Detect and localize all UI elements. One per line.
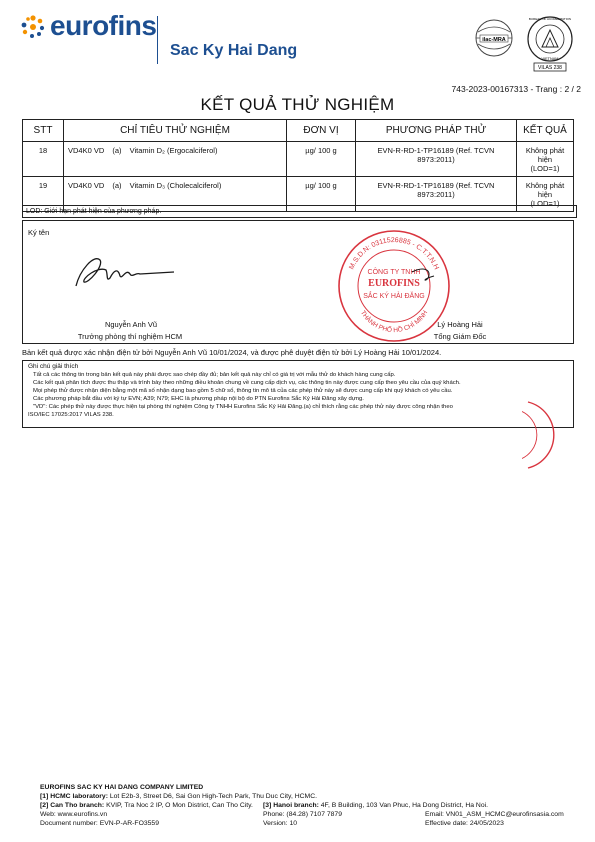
stamp-registration: M.S.D.N: 0311526885 - C.T.T.N.H: [348, 236, 440, 271]
subsidiary-name: Sac Ky Hai Dang: [170, 42, 298, 59]
result-value: Không phát hiện: [525, 146, 565, 164]
boa-accreditation-seal: [521, 14, 579, 72]
method-line-1: EVN-R-RD-1-TP16189 (Ref. TCVN: [377, 181, 495, 190]
row-unit: µg/ 100 g: [287, 142, 356, 177]
row-result: [517, 142, 574, 177]
header-unit: ĐƠN VỊ: [287, 120, 356, 142]
ilac-mra-logo: [468, 18, 520, 58]
results-table: [22, 119, 574, 212]
stamp-line-3: SẮC KÝ HẢI ĐĂNG: [363, 293, 425, 300]
signer-1-name: Nguyễn Anh Vũ: [104, 320, 158, 329]
note-line: Các kết quả phân tích được thu thập và trình bày theo những điều khoản chung về cung cấp dịch vụ, các thông tin này được cung cấp theo yêu cầu của quý khách.: [33, 380, 461, 386]
footer-hcmc-lab: [1] HCMC laboratory: Lot E2b-3, Street D6, Sai Gon High-Tech Park, Thu Duc City, HCMC.: [40, 793, 318, 800]
footer-version: Version: 10: [263, 820, 298, 827]
table-header-row: [23, 120, 574, 142]
document-reference: 743-2023-00167313 - Trang : 2 / 2: [451, 84, 581, 94]
header-divider: [157, 16, 158, 64]
notes-title: Ghi chú giải thích: [28, 363, 79, 370]
footer-company: EUROFINS SAC KY HAI DANG COMPANY LIMITED: [40, 784, 204, 791]
table-row: [23, 142, 574, 177]
result-lod: (LOD=1): [530, 199, 560, 208]
note-line: Các phương pháp bắt đầu với ký tự EVN; A39; N79; EHC là phương pháp nội bộ do PTN Eurofins Sắc Ký Hải Đăng xây dựng.: [33, 396, 364, 402]
signature-label: Ký tên: [28, 228, 50, 237]
lod-note: LOD: Giới hạn phát hiện của phương pháp.: [22, 205, 577, 218]
row-stt: 19: [23, 177, 64, 212]
signer-2-title: Tổng Giám Đốc: [433, 332, 487, 341]
footer-document-number: Document number: EVN-P-AR-FO3559: [40, 820, 159, 827]
footer-email[interactable]: Email: VN01_ASM_HCMC@eurofinsasia.com: [425, 811, 564, 818]
stamp-line-1: CÔNG TY TNHH: [367, 269, 421, 276]
signature-nguyen-anh-vu: [70, 250, 180, 292]
svg-text:ilac-MRA: ilac-MRA: [482, 37, 506, 43]
footer-effective-date: Effective date: 24/05/2023: [425, 820, 504, 827]
stamp-line-4: THÀNH PHỐ HỒ CHÍ MINH: [358, 309, 430, 335]
test-code: VD4K0 VD: [68, 146, 105, 155]
row-method: [356, 142, 517, 177]
header-indicator: CHỈ TIÊU THỬ NGHIỆM: [64, 120, 287, 142]
partial-stamp-edge: [522, 400, 562, 470]
eurofins-logo-dots: [20, 14, 46, 40]
indicator-name: Vitamin D₂ (Ergocalciferol): [129, 146, 218, 155]
note-line: Tất cả các thông tin trong bản kết quả này phải được sao chép đầy đủ; bản kết quả này chỉ có giá trị với mẫu thử do khách hàng cung cấp.: [33, 372, 396, 378]
seal-country: VIETNAM: [541, 57, 559, 61]
signer-1-title: Trưởng phòng thí nghiệm HCM: [77, 332, 183, 341]
accreditation-note: (a): [112, 146, 122, 155]
signer-2-name: Lý Hoàng Hải: [437, 320, 483, 329]
result-value: Không phát hiện: [525, 181, 565, 199]
electronic-approval-text: Bản kết quả được xác nhận điện tử bởi Nguyễn Anh Vũ 10/01/2024, và được phê duyệt điện tử bởi Lý Hoàng Hải 10/01/2024.: [22, 348, 442, 357]
note-line: "VD": Các phép thử này được thực hiện tại phòng thí nghiệm Công ty TNHH Eurofins Sắc Ký Hải Đăng.(a) chỉ thích rằng các phép thử này được công nhận theo: [33, 404, 453, 410]
accreditation-note: (a): [112, 181, 122, 190]
footer-hanoi: [3] Hanoi branch: 4F, B Building, 103 Van Phuc, Ha Dong District, Ha Noi.: [263, 802, 489, 809]
note-line: Mọi phép thử được nhận diện bằng một mã số nhận dạng bao gồm 5 chữ số, thông tin mô tả của các phép thử này sẽ được cung cấp khi quý khách có yêu cầu.: [33, 388, 453, 394]
row-indicator: [64, 142, 287, 177]
note-line: ISO/IEC 17025:2017 VILAS 238.: [28, 412, 114, 418]
indicator-name: Vitamin D₃ (Cholecalciferol): [129, 181, 222, 190]
header-stt: STT: [23, 120, 64, 142]
test-code: VD4K0 VD: [68, 181, 105, 190]
footer-can-tho: [2] Can Tho branch: KVIP, Tra Noc 2 IP, O Mon District, Can Tho City.: [40, 802, 253, 809]
eurofins-logo-text: eurofins: [50, 10, 157, 41]
row-stt: 18: [23, 142, 64, 177]
stamp-line-2: EUROFINS: [368, 278, 420, 289]
footer-web[interactable]: Web: www.eurofins.vn: [40, 811, 108, 818]
method-line-1: EVN-R-RD-1-TP16189 (Ref. TCVN: [377, 146, 495, 155]
seal-title: BUREAU OF ACCREDITATION: [528, 17, 572, 21]
footer-phone: Phone: (84.28) 7107 7879: [263, 811, 342, 818]
page-title: KẾT QUẢ THỬ NGHIỆM: [200, 95, 395, 114]
header-method: PHƯƠNG PHÁP THỬ: [356, 120, 517, 142]
result-lod: (LOD=1): [530, 164, 560, 173]
row-unit: µg/ 100 g: [287, 177, 356, 212]
header-result: KẾT QUẢ: [517, 120, 574, 142]
method-line-2: 8973:2011): [417, 190, 455, 199]
method-line-2: 8973:2011): [417, 155, 455, 164]
vilas-number: VILAS 238: [538, 65, 562, 71]
